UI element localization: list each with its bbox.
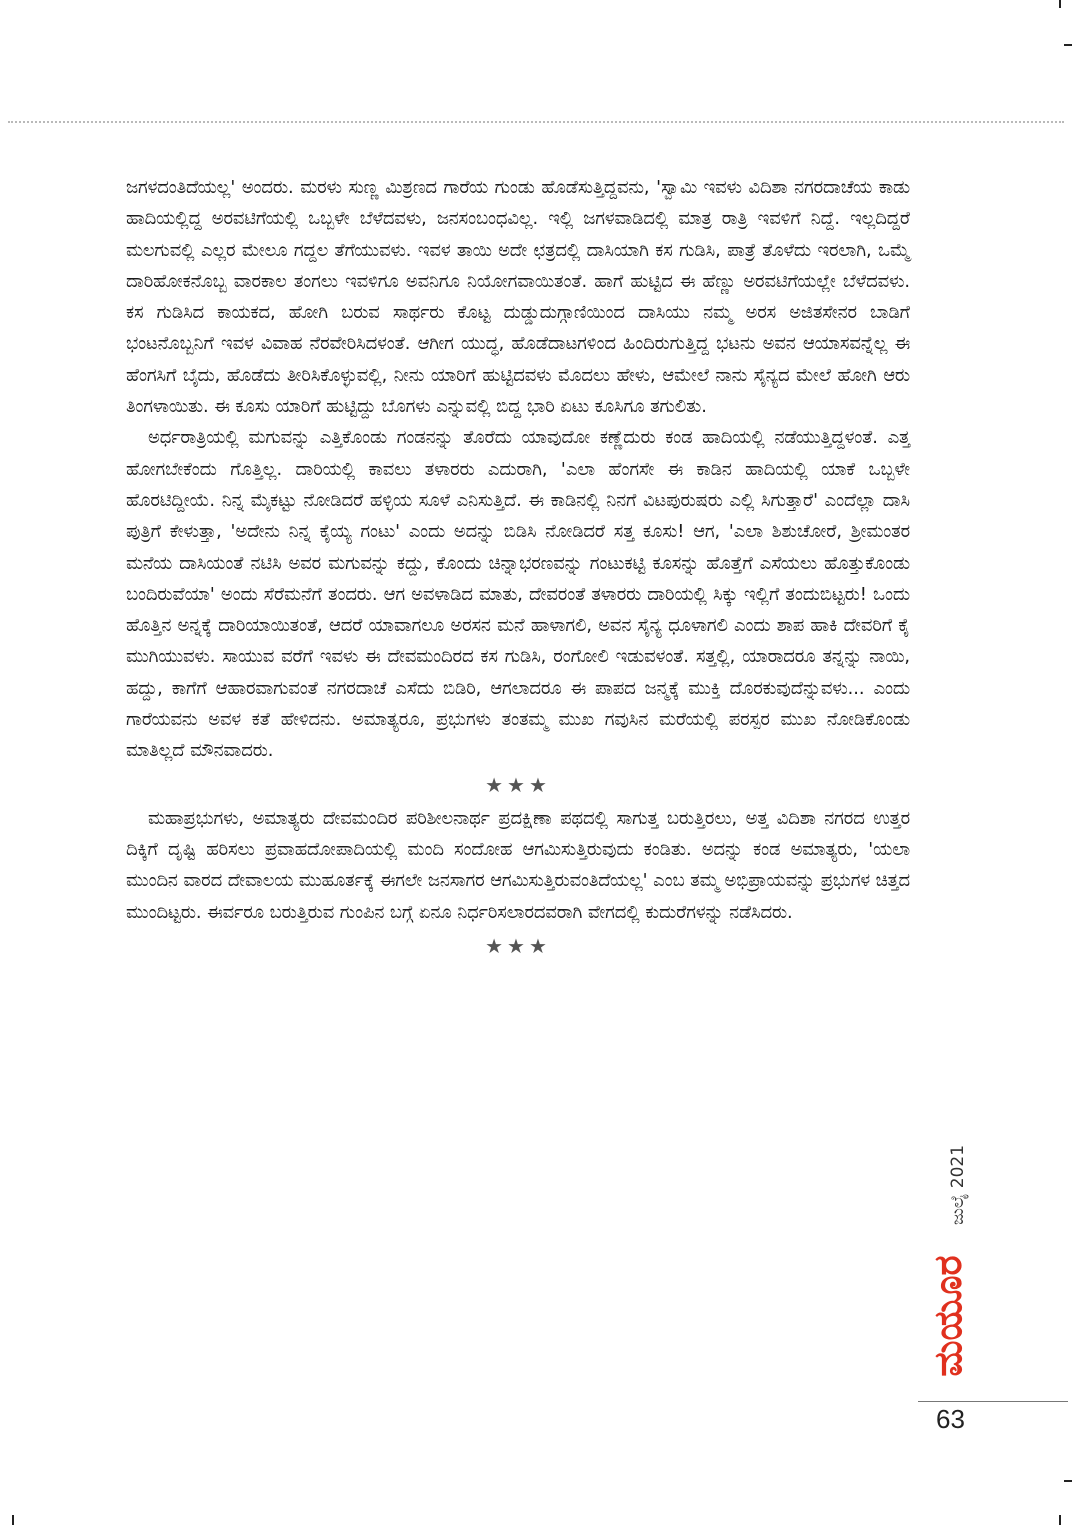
crop-mark-bottom-right — [1059, 1515, 1061, 1525]
footer-rule — [918, 1401, 1068, 1402]
crop-mark-bottom-left — [12, 1515, 14, 1525]
crop-mark-right-upper — [1064, 44, 1072, 46]
section-separator-end: ★★★ — [485, 933, 551, 958]
paragraph-3: ಮಹಾಪ್ರಭುಗಳು, ಅಮಾತ್ಯರು ದೇವಮಂದಿರ ಪರಿಶೀಲನಾರ್ಥ ಪ್ರದಕ್ಷಿಣಾ ಪಥದಲ್ಲಿ ಸಾಗುತ್ತ ಬರುತ್ತಿರಲು, ಅತ್ತ ವಿದಿಶಾ ನಗರದ ಉತ್ತರ ದಿಕ್ಕಿಗೆ ದೃಷ್ಟಿ ಹರಿಸಲು ಪ್ರವಾಹದೋಪಾದಿಯಲ್ಲಿ ಮಂದಿ ಸಂದೋಹ ಆಗಮಿಸುತ್ತಿರುವುದು ಕಂಡಿತು. ಅದನ್ನು ಕಂಡ ಅಮಾತ್ಯರು, 'ಯಲಾ ಮುಂದಿನ ವಾರದ ದೇವಾಲಯ ಮುಹೂರ್ತಕ್ಕೆ ಈಗಲೇ ಜನಸಾಗರ ಆಗಮಿಸುತ್ತಿರುವಂತಿದೆಯಲ್ಲ' ಎಂಬ ತಮ್ಮ ಅಭಿಪ್ರಾಯವನ್ನು ಪ್ರಭುಗಳ ಚಿತ್ತದ ಮುಂದಿಟ್ಟರು. ಈರ್ವರೂ ಬರುತ್ತಿರುವ ಗುಂಪಿನ ಬಗ್ಗೆ ಏನೂ ನಿರ್ಧರಿಸಲಾರದವರಾಗಿ ವೇಗದಲ್ಲಿ ಕುದುರೆಗಳನ್ನು ನಡೆಸಿದರು. — [126, 807, 911, 923]
article-body — [126, 172, 910, 964]
crop-mark-right-lower — [1064, 1480, 1072, 1482]
sidebar — [928, 1115, 972, 1405]
dotted-divider — [8, 121, 1064, 123]
magazine-logo: ಮಯೂರ — [926, 1255, 970, 1377]
paragraph-2: ಅರ್ಧರಾತ್ರಿಯಲ್ಲಿ ಮಗುವನ್ನು ಎತ್ತಿಕೊಂಡು ಗಂಡನನ್ನು ತೊರೆದು ಯಾವುದೋ ಕಣ್ಣೆದುರು ಕಂಡ ಹಾದಿಯಲ್ಲಿ ನಡೆಯುತ್ತಿದ್ದಳಂತೆ. ಎತ್ತ ಹೋಗಬೇಕೆಂದು ಗೊತ್ತಿಲ್ಲ. ದಾರಿಯಲ್ಲಿ ಕಾವಲು ತಳಾರರು ಎದುರಾಗಿ, 'ಎಲಾ ಹೆಂಗಸೇ ಈ ಕಾಡಿನ ಹಾದಿಯಲ್ಲಿ ಯಾಕೆ ಒಬ್ಬಳೇ ಹೊರಟಿದ್ದೀಯೆ. ನಿನ್ನ ಮೈಕಟ್ಟು ನೋಡಿದರೆ ಹಳ್ಳಿಯ ಸೂಳೆ ಎನಿಸುತ್ತಿದೆ. ಈ ಕಾಡಿನಲ್ಲಿ ನಿನಗೆ ವಿಟಪುರುಷರು ಎಲ್ಲಿ ಸಿಗುತ್ತಾರೆ' ಎಂದೆಲ್ಲಾ ದಾಸಿ ಪುತ್ರಿಗೆ ಕೇಳುತ್ತಾ, 'ಅದೇನು ನಿನ್ನ ಕೈಯ್ಯ ಗಂಟು' ಎಂದು ಅದನ್ನು ಬಿಡಿಸಿ ನೋಡಿದರೆ ಸತ್ತ ಕೂಸು! ಆಗ, 'ಎಲಾ ಶಿಶುಚೋರೆ, ಶ್ರೀಮಂತರ ಮನೆಯ ದಾಸಿಯಂತೆ ನಟಿಸಿ ಅವರ ಮಗುವನ್ನು ಕದ್ದು, ಕೊಂದು ಚಿನ್ನಾಭರಣವನ್ನು ಗಂಟುಕಟ್ಟಿ ಕೂಸನ್ನು ಹೊತ್ತೆಗೆ ಎಸೆಯಲು ಹೊತ್ತುಕೊಂಡು ಬಂದಿರುವೆಯಾ' ಅಂದು ಸೆರೆಮನೆಗೆ ತಂದರು. ಆಗ ಅವಳಾಡಿದ ಮಾತು, ದೇವರಂತೆ ತಳಾರರು ದಾರಿಯಲ್ಲಿ ಸಿಕ್ಕು ಇಲ್ಲಿಗೆ ತಂದುಬಿಟ್ಟರು! ಒಂದು ಹೊತ್ತಿನ ಅನ್ನಕ್ಕೆ ದಾರಿಯಾಯಿತಂತೆ, ಆದರೆ ಯಾವಾಗಲೂ ಅರಸನ ಮನೆ ಹಾಳಾಗಲಿ, ಅವನ ಸೈನ್ಯ ಧೂಳಾಗಲಿ ಎಂದು ಶಾಪ ಹಾಕಿ ದೇವರಿಗೆ ಕೈ ಮುಗಿಯುವಳು. ಸಾಯುವ ವರೆಗೆ ಇವಳು ಈ ದೇವಮಂದಿರದ ಕಸ ಗುಡಿಸಿ, ರಂಗೋಲಿ ಇಡುವಳಂತೆ. ಸತ್ತಲ್ಲಿ, ಯಾರಾದರೂ ತನ್ನನ್ನು ನಾಯಿ, ಹದ್ದು, ಕಾಗೆಗೆ ಆಹಾರವಾಗುವಂತೆ ನಗರದಾಚೆ ಎಸೆದು ಬಿಡಿರಿ, ಆಗಲಾದರೂ ಈ ಪಾಪದ ಜನ್ಮಕ್ಕೆ ಮುಕ್ತಿ ದೊರಕುವುದೆನ್ನುವಳು... ಎಂದು ಗಾರೆಯವನು ಅವಳ ಕತೆ ಹೇಳಿದನು. ಅಮಾತ್ಯರೂ, ಪ್ರಭುಗಳು ತಂತಮ್ಮ ಮುಖ ಗವುಸಿನ ಮರೆಯಲ್ಲಿ ಪರಸ್ಪರ ಮುಖ ನೋಡಿಕೊಂಡು ಮಾತಿಲ್ಲದೆ ಮೌನವಾದರು. — [126, 427, 910, 762]
page-number: 63 — [936, 1404, 965, 1434]
section-separator: ★★★ — [485, 772, 551, 797]
issue-date: ಜುಲೈ 2021 — [948, 1144, 968, 1225]
crop-mark-top-right — [1059, 0, 1061, 8]
paragraph-1: ಜಗಳದಂತಿದೆಯಲ್ಲ' ಅಂದರು. ಮರಳು ಸುಣ್ಣ ಮಿಶ್ರಣದ ಗಾರೆಯ ಗುಂಡು ಹೊಡೆಸುತ್ತಿದ್ದವನು, 'ಸ್ವಾಮಿ ಇವಳು ವಿದಿಶಾ ನಗರದಾಚೆಯ ಕಾಡು ಹಾದಿಯಲ್ಲಿದ್ದ ಅರವಟಿಗೆಯಲ್ಲಿ ಒಬ್ಬಳೇ ಬೆಳೆದವಳು, ಜನಸಂಬಂಧವಿಲ್ಲ. ಇಲ್ಲಿ ಜಗಳವಾಡಿದಲ್ಲಿ ಮಾತ್ರ ರಾತ್ರಿ ಇವಳಿಗೆ ನಿದ್ದೆ. ಇಲ್ಲದಿದ್ದರೆ ಮಲಗುವಲ್ಲಿ ಎಲ್ಲರ ಮೇಲೂ ಗದ್ದಲ ತೆಗೆಯುವಳು. ಇವಳ ತಾಯಿ ಅದೇ ಛತ್ರದಲ್ಲಿ ದಾಸಿಯಾಗಿ ಕಸ ಗುಡಿಸಿ, ಪಾತ್ರೆ ತೊಳೆದು ಇರಲಾಗಿ, ಒಮ್ಮೆ ದಾರಿಹೋಕನೊಬ್ಬ ವಾರಕಾಲ ತಂಗಲು ಇವಳಿಗೂ ಅವನಿಗೂ ನಿಯೋಗವಾಯಿತಂತೆ. ಹಾಗೆ ಹುಟ್ಟಿದ ಈ ಹೆಣ್ಣು ಅರವಟಿಗೆಯಲ್ಲೇ ಬೆಳೆದವಳು. ಕಸ ಗುಡಿಸಿದ ಕಾಯಕದ, ಹೋಗಿ ಬರುವ ಸಾರ್ಥರು ಕೊಟ್ಟ ದುಡ್ಡುದುಗ್ಗಾಣಿಯಿಂದ ದಾಸಿಯು ನಮ್ಮ ಅರಸ ಅಜಿತಸೇನರ ಬಾಡಿಗೆ ಭಂಟನೊಬ್ಬನಿಗೆ ಇವಳ ವಿವಾಹ ನೆರವೇರಿಸಿದಳಂತೆ. ಆಗೀಗ ಯುದ್ಧ, ಹೊಡೆದಾಟಗಳಿಂದ ಹಿಂದಿರುಗುತ್ತಿದ್ದ ಭಟನು ಅವನ ಆಯಾಸವನ್ನೆಲ್ಲ ಈ ಹೆಂಗಸಿಗೆ ಬೈದು, ಹೊಡೆದು ತೀರಿಸಿಕೊಳ್ಳುವಲ್ಲಿ, ನೀನು ಯಾರಿಗೆ ಹುಟ್ಟಿದವಳು ಮೊದಲು ಹೇಳು, ಆಮೇಲೆ ನಾನು ಸೈನ್ಯದ ಮೇಲೆ ಹೋಗಿ ಆರು ತಿಂಗಳಾಯಿತು. ಈ ಕೂಸು ಯಾರಿಗೆ ಹುಟ್ಟಿದ್ದು ಬೊಗಳು ಎನ್ನುವಲ್ಲಿ ಬಿದ್ದ ಭಾರಿ ಏಟು ಕೂಸಿಗೂ ತಗುಲಿತು. — [126, 177, 910, 418]
